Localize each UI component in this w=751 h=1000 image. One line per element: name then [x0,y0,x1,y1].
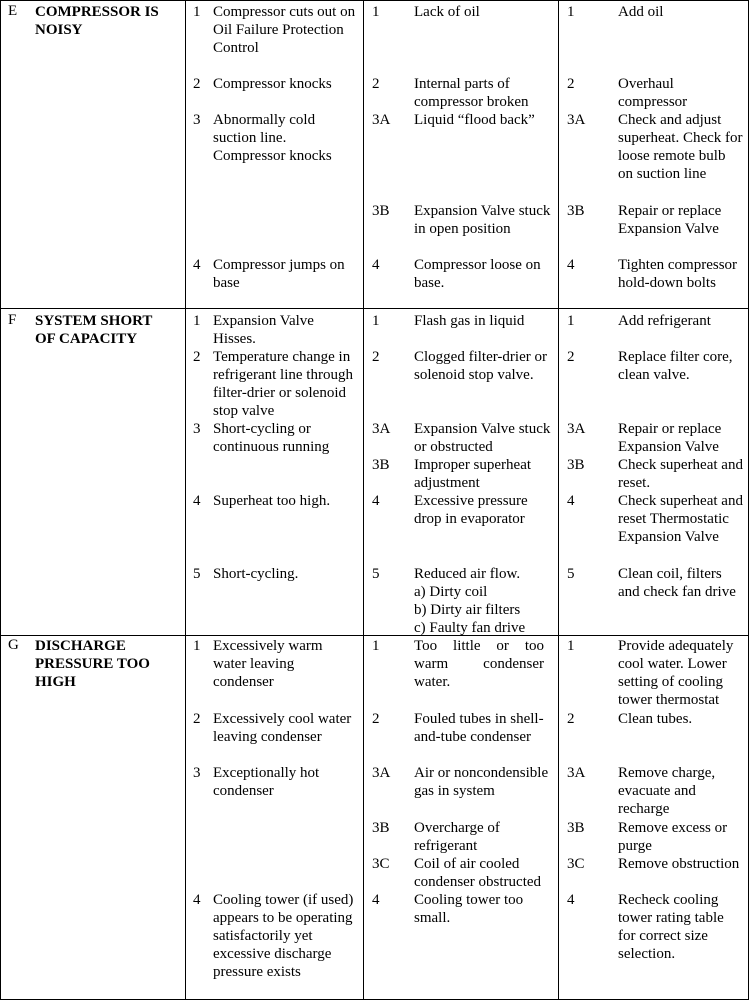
symptom-text: Compressor cuts out on Oil Failure Protection Control [213,4,356,56]
symptom-text: Expansion Valve Hisses. [213,313,314,347]
section-letter: G [8,637,19,653]
cause-number: 4 [372,493,380,509]
cause-text: Lack of oil [414,4,480,20]
column-divider [185,636,186,999]
cause-text: Expansion Valve stuck or obstructed [414,421,551,455]
symptom-text: Short-cycling or continuous running [213,421,330,455]
symptom-number: 4 [193,493,201,509]
cause-text: Fouled tubes in shell-and-tube condenser [414,711,544,745]
cause-text: Flash gas in liquid [414,313,525,329]
cause-number: 3A [372,112,391,128]
symptom-text: Compressor knocks [213,76,332,92]
cause-text: Reduced air flow. [414,566,521,582]
cause-number: 2 [372,711,380,727]
section-title: DISCHARGE PRESSURE TOO HIGH [35,638,150,690]
cause-number: 3B [372,203,390,219]
remedy-text: Check superheat and reset Thermostatic Expansion Valve [618,493,743,545]
section-e [0,0,749,309]
cause-text: Compressor loose on base. [414,257,541,291]
symptom-number: 2 [193,76,201,92]
cause-number: 3B [372,457,390,473]
section-f [0,308,749,636]
remedy-number: 1 [567,4,575,20]
remedy-text: Repair or replace Expansion Valve [618,421,722,455]
cause-number: 4 [372,892,380,908]
symptom-number: 2 [193,711,201,727]
symptom-number: 3 [193,112,201,128]
remedy-number: 2 [567,711,575,727]
remedy-number: 1 [567,638,575,654]
cause-number: 4 [372,257,380,273]
symptom-number: 5 [193,566,201,582]
cause-subitem: c) Faulty fan drive [414,620,526,636]
remedy-number: 1 [567,313,575,329]
symptom-text: Short-cycling. [213,566,299,582]
symptom-text: Excessively cool water leaving condenser [213,711,352,745]
symptom-text: Exceptionally hot condenser [213,765,320,799]
section-letter: E [8,3,18,19]
cause-number: 1 [372,638,380,654]
symptom-number: 1 [193,4,201,20]
remedy-text: Check and adjust superheat. Check for loose remote bulb on suction line [618,112,743,182]
symptom-number: 4 [193,257,201,273]
cause-number: 2 [372,76,380,92]
remedy-text: Clean coil, filters and check fan drive [618,566,736,600]
column-divider [363,636,364,999]
cause-number: 1 [372,4,380,20]
symptom-number: 1 [193,638,201,654]
cause-text: Expansion Valve stuck in open position [414,203,551,237]
cause-text: Air or noncondensible gas in system [414,765,549,799]
cause-text: Improper superheat adjustment [414,457,532,491]
remedy-number: 3A [567,421,586,437]
symptom-text: Excessively warm water leaving condenser [213,638,323,690]
remedy-number: 2 [567,76,575,92]
symptom-text: Superheat too high. [213,493,331,509]
remedy-text: Recheck cooling tower rating table for correct size selection. [618,892,724,962]
cause-text: Cooling tower too small. [414,892,524,926]
cause-text: Clogged filter-drier or solenoid stop valve. [414,349,547,383]
symptom-number: 2 [193,349,201,365]
remedy-number: 2 [567,349,575,365]
remedy-text: Remove charge, evacuate and recharge [618,765,716,817]
remedy-number: 3A [567,112,586,128]
cause-number: 3A [372,421,391,437]
cause-text: Overcharge of refrigerant [414,820,500,854]
remedy-text: Overhaul compressor [618,76,688,110]
remedy-number: 4 [567,493,575,509]
column-divider [363,1,364,308]
cause-subitem: a) Dirty coil [414,584,488,600]
remedy-text: Replace filter core, clean valve. [618,349,733,383]
cause-text: Coil of air cooled condenser obstructed [414,856,542,890]
remedy-number: 4 [567,257,575,273]
cause-text: Too little or too warm condenser water. [414,638,544,690]
remedy-number: 5 [567,566,575,582]
remedy-number: 3B [567,203,585,219]
remedy-text: Tighten compressor hold-down bolts [618,257,738,291]
remedy-text: Provide adequately cool water. Lower setting of cooling tower thermostat [618,638,734,708]
section-title: SYSTEM SHORT OF CAPACITY [35,313,153,347]
remedy-number: 3C [567,856,585,872]
symptom-text: Abnormally cold suction line. Compressor knocks [213,112,332,164]
symptom-text: Compressor jumps on base [213,257,345,291]
column-divider [185,309,186,635]
remedy-text: Remove obstruction [618,856,740,872]
remedy-number: 3B [567,457,585,473]
cause-text: Internal parts of compressor broken [414,76,529,110]
cause-subitem: b) Dirty air filters [414,602,521,618]
symptom-number: 3 [193,421,201,437]
column-divider [363,309,364,635]
column-divider [558,636,559,999]
cause-number: 3C [372,856,390,872]
symptom-text: Temperature change in refrigerant line through filter-drier or solenoid stop valve [213,349,353,419]
symptom-number: 4 [193,892,201,908]
cause-text: Liquid “flood back” [414,112,535,128]
section-g [0,635,749,1000]
cause-number: 2 [372,349,380,365]
remedy-text: Add oil [618,4,664,20]
symptom-number: 1 [193,313,201,329]
section-letter: F [8,312,17,328]
symptom-text: Cooling tower (if used) appears to be operating satisfactorily yet excessive discharge pressure exists [213,892,354,980]
section-title: COMPRESSOR IS NOISY [35,4,159,38]
cause-text: Excessive pressure drop in evaporator [414,493,528,527]
remedy-text: Add refrigerant [618,313,711,329]
column-divider [558,1,559,308]
cause-number: 3A [372,765,391,781]
remedy-text: Check superheat and reset. [618,457,743,491]
cause-number: 5 [372,566,380,582]
remedy-number: 3B [567,820,585,836]
remedy-number: 3A [567,765,586,781]
column-divider [558,309,559,635]
cause-number: 1 [372,313,380,329]
cause-number: 3B [372,820,390,836]
remedy-text: Repair or replace Expansion Valve [618,203,722,237]
symptom-number: 3 [193,765,201,781]
remedy-text: Remove excess or purge [618,820,728,854]
remedy-number: 4 [567,892,575,908]
remedy-text: Clean tubes. [618,711,693,727]
column-divider [185,1,186,308]
